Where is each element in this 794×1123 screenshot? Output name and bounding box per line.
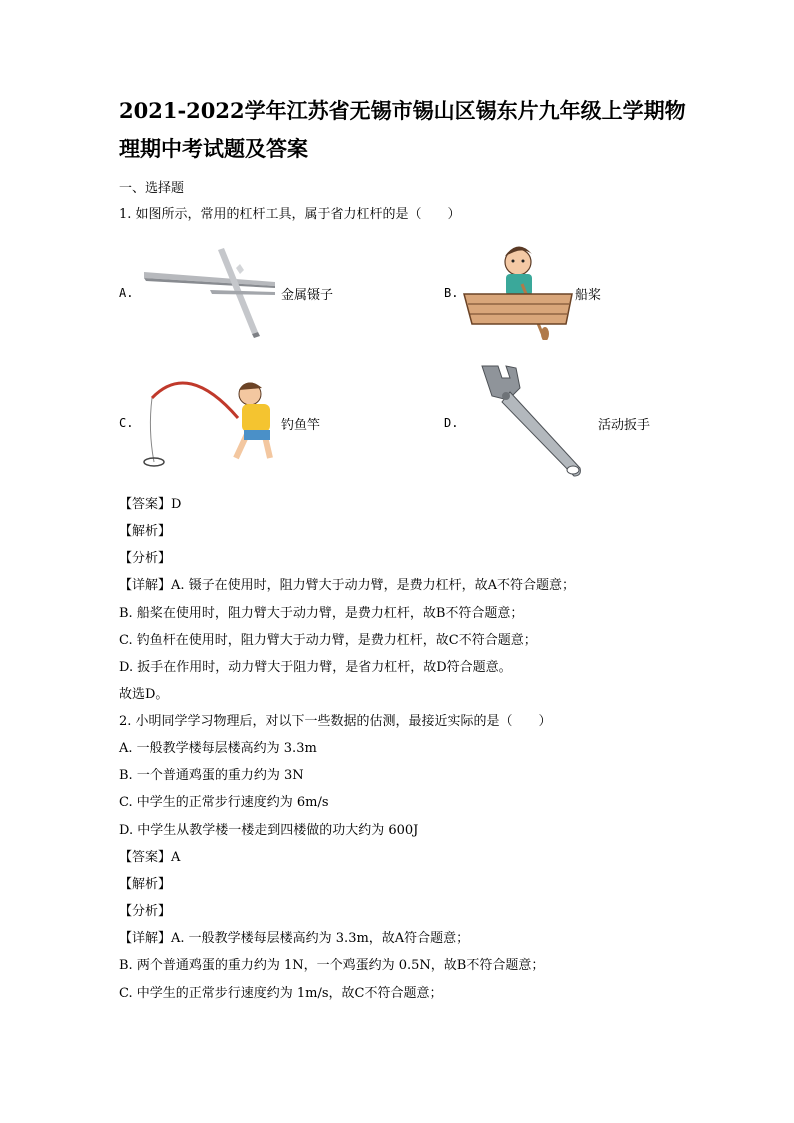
page-title: 2021-2022学年江苏省无锡市锡山区锡东片九年级上学期物理期中考试题及答案 [119, 98, 686, 161]
q2-detail-line: 【详解】A. 一般教学楼每层楼高约为 3.3m，故A符合题意； [119, 931, 470, 946]
q2-analysis-heading: 【解析】 [119, 877, 172, 892]
option-b-caption: 船桨 [575, 288, 602, 303]
q1-fenxi-heading: 【分析】 [119, 551, 172, 566]
wrench-icon [476, 360, 588, 482]
q1-detail-line: C. 钓鱼杆在使用时，阻力臂大于动力臂，是费力杠杆，故C不符合题意； [119, 633, 537, 648]
rowing-boat-icon [462, 238, 574, 340]
section-heading: 一、选择题 [119, 181, 185, 196]
q1-detail-line: B. 船桨在使用时，阻力臂大于动力臂，是费力杠杆，故B不符合题意； [119, 606, 524, 621]
q2-option-a: A. 一般教学楼每层楼高约为 3.3m [119, 741, 317, 756]
option-d-caption: 活动扳手 [598, 418, 651, 433]
q1-detail-line: 【详解】A. 镊子在使用时，阻力臂大于动力臂，是费力杠杆，故A不符合题意； [119, 578, 576, 593]
option-c-label: C. [119, 416, 134, 430]
question-2-stem: 2. 小明同学学习物理后，对以下一些数据的估测，最接近实际的是（ ） [119, 714, 552, 729]
q2-fenxi-heading: 【分析】 [119, 904, 172, 919]
option-c-caption: 钓鱼竿 [281, 418, 321, 433]
option-b-label: B. [444, 286, 459, 300]
q2-option-c: C. 中学生的正常步行速度约为 6m/s [119, 795, 329, 810]
q1-answer: 【答案】D [119, 497, 182, 512]
tweezers-icon [140, 240, 280, 350]
option-a-caption: 金属镊子 [281, 288, 334, 303]
q1-analysis-heading: 【解析】 [119, 524, 172, 539]
q2-detail-line: C. 中学生的正常步行速度约为 1m/s，故C不符合题意； [119, 986, 443, 1001]
q2-detail-line: B. 两个普通鸡蛋的重力约为 1N，一个鸡蛋约为 0.5N，故B不符合题意； [119, 958, 545, 973]
question-1-stem: 1. 如图所示，常用的杠杆工具，属于省力杠杆的是（ ） [119, 207, 461, 222]
option-a-label: A. [119, 286, 134, 300]
q2-answer: 【答案】A [119, 850, 181, 865]
q1-conclusion: 故选D。 [119, 687, 169, 702]
q2-option-b: B. 一个普通鸡蛋的重力约为 3N [119, 768, 304, 783]
option-d-label: D. [444, 416, 459, 430]
fishing-rod-icon [138, 370, 280, 470]
q1-detail-line: D. 扳手在作用时，动力臂大于阻力臂，是省力杠杆，故D符合题意。 [119, 660, 512, 675]
q2-option-d: D. 中学生从教学楼一楼走到四楼做的功大约为 600J [119, 823, 419, 838]
